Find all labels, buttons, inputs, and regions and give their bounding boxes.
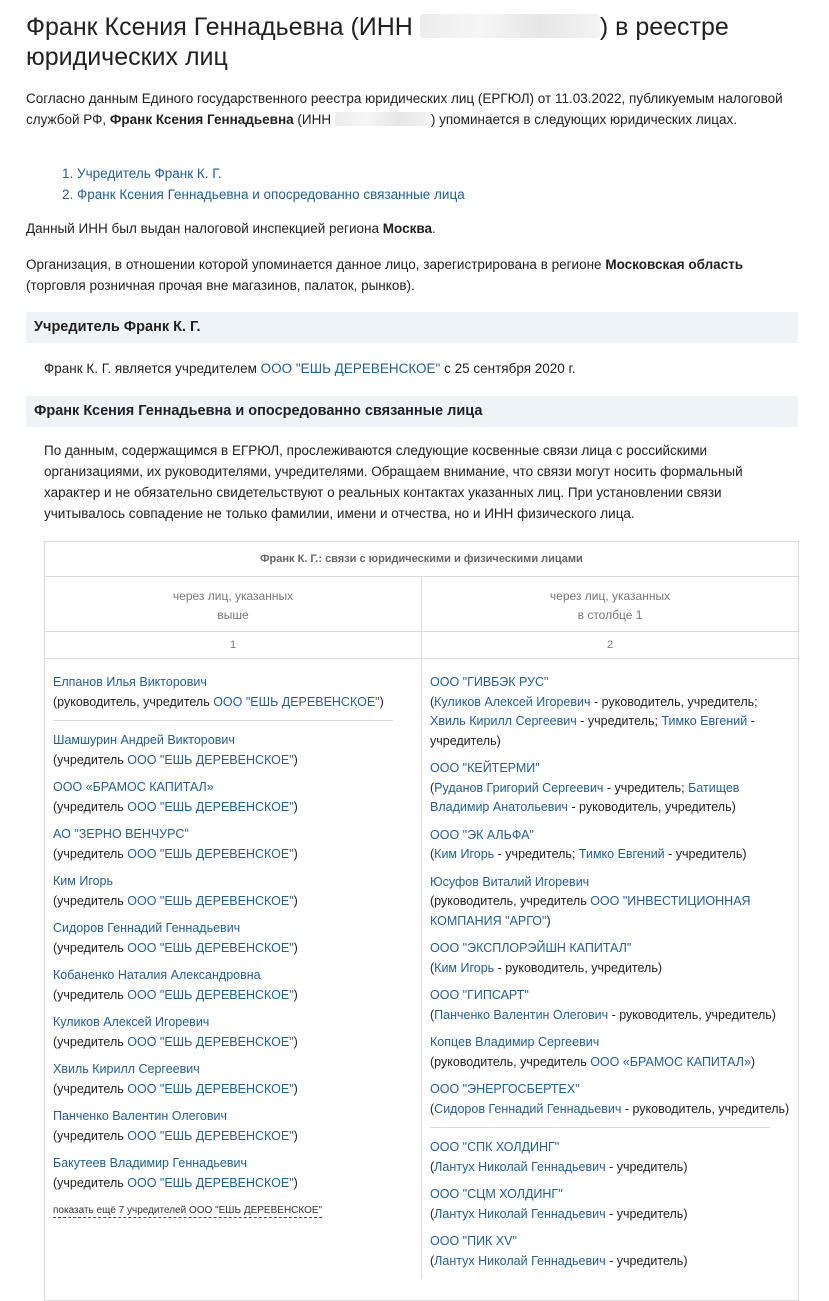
entity-link[interactable]: Копцев Владимир Сергеевич xyxy=(430,1035,600,1049)
related-link[interactable]: Панченко Валентин Олегович xyxy=(434,1007,609,1022)
region-paragraph: Данный ИНН был выдан налоговой инспекцией региона Москва. xyxy=(26,221,436,236)
list-item: Шамшурин Андрей Викторович (учредитель ООО "ЕШЬ ДЕРЕВЕНСКОЕ") xyxy=(53,733,298,767)
related-link[interactable]: Куликов Алексей Игоревич xyxy=(434,694,591,709)
col2-number: 2 xyxy=(606,639,614,651)
entity-link[interactable]: Куликов Алексей Игоревич xyxy=(53,1015,210,1029)
table-column-headers xyxy=(45,577,798,632)
toc-link-founder[interactable]: 1. Учредитель Франк К. Г. xyxy=(62,166,222,181)
company-link[interactable]: ООО "ЕШЬ ДЕРЕВЕНСКОЕ" xyxy=(260,361,441,376)
column-1 xyxy=(45,659,422,1279)
entity-link[interactable]: Хвиль Кирилл Сергеевич xyxy=(53,1062,200,1076)
founder-paragraph: Франк К. Г. является учредителем ООО "ЕШЬ ДЕРЕВЕНСКОЕ" с 25 сентября 2020 г. xyxy=(44,361,576,376)
related-link[interactable]: Лантух Николай Геннадьевич xyxy=(434,1206,606,1221)
company-link[interactable]: ООО "ЕШЬ ДЕРЕВЕНСКОЕ" xyxy=(127,1034,294,1049)
list-item: Елпанов Илья Викторович (руководитель, учредитель ООО "ЕШЬ ДЕРЕВЕНСКОЕ") xyxy=(53,675,384,709)
related-link[interactable]: Ким Игорь xyxy=(434,960,495,975)
list-item: Копцев Владимир Сергеевич (руководитель, учредитель ООО «БРАМОС КАПИТАЛ») xyxy=(430,1035,756,1069)
entity-link[interactable]: Сидоров Геннадий Геннадьевич xyxy=(53,921,241,935)
redacted-inn xyxy=(420,14,600,38)
entity-link[interactable]: Ким Игорь xyxy=(53,874,114,888)
entity-link[interactable]: ООО "СПК ХОЛДИНГ" xyxy=(430,1140,560,1154)
table-column-numbers xyxy=(45,632,798,659)
list-item: Кобаненко Наталия Александровна (учредитель ООО "ЕШЬ ДЕРЕВЕНСКОЕ") xyxy=(53,968,298,1002)
entity-link[interactable]: ООО "СЦМ ХОЛДИНГ" xyxy=(430,1187,563,1201)
column-2 xyxy=(422,659,798,1279)
section-header-founder: Учредитель Франк К. Г. xyxy=(26,312,798,343)
list-item: Панченко Валентин Олегович (учредитель ООО "ЕШЬ ДЕРЕВЕНСКОЕ") xyxy=(53,1109,298,1143)
list-item: Сидоров Геннадий Геннадьевич (учредитель ООО "ЕШЬ ДЕРЕВЕНСКОЕ") xyxy=(53,921,298,955)
entity-link[interactable]: Елпанов Илья Викторович xyxy=(53,675,207,689)
list-item: ООО «БРАМОС КАПИТАЛ» (учредитель ООО "ЕШЬ ДЕРЕВЕНСКОЕ") xyxy=(53,780,298,814)
list-item: ООО "СЦМ ХОЛДИНГ" (Лантух Николай Геннадьевич - учредитель) xyxy=(430,1187,688,1221)
related-link[interactable]: ООО «БРАМОС КАПИТАЛ» xyxy=(590,1054,751,1069)
section-header-related: Франк Ксения Геннадьевна и опосредованно связанные лица xyxy=(26,396,798,427)
col2-header: через лиц, указанных в столбце 1 xyxy=(549,589,671,622)
list-item: Хвиль Кирилл Сергеевич (учредитель ООО "ЕШЬ ДЕРЕВЕНСКОЕ") xyxy=(53,1062,298,1096)
related-link[interactable]: ООО "ИНВЕСТИЦИОННАЯ КОМПАНИЯ "АРГО" xyxy=(430,894,751,928)
company-link[interactable]: ООО "ЕШЬ ДЕРЕВЕНСКОЕ" xyxy=(213,694,380,709)
list-item: ООО "ЭКСПЛОРЭЙШН КАПИТАЛ" (Ким Игорь - руководитель, учредитель) xyxy=(430,941,663,975)
list-item: Куликов Алексей Игоревич (учредитель ООО "ЕШЬ ДЕРЕВЕНСКОЕ") xyxy=(53,1015,298,1049)
list-item: АО "ЗЕРНО ВЕНЧУРС" (учредитель ООО "ЕШЬ ДЕРЕВЕНСКОЕ") xyxy=(53,827,298,861)
entity-link[interactable]: Кобаненко Наталия Александровна xyxy=(53,968,261,982)
related-link[interactable]: Хвиль Кирилл Сергеевич xyxy=(430,714,577,728)
list-item: Бакутеев Владимир Геннадьевич (учредитель ООО "ЕШЬ ДЕРЕВЕНСКОЕ") xyxy=(53,1156,298,1190)
list-item: ООО "КЕЙТЕРМИ" (Руданов Григорий Сергеевич - учредитель; Батищев Владимир Анатольевич - руководитель, учредитель) xyxy=(430,761,740,814)
table-title: Франк К. Г.: связи с юридическими и физическими лицами xyxy=(45,542,798,577)
list-item: ООО "ГИВБЭК РУС" (Куликов Алексей Игоревич - руководитель, учредитель; Хвиль Кирилл Сергеевич - учредитель; Тимко Евгений - учредитель) xyxy=(430,675,758,748)
relations-table xyxy=(44,541,799,1301)
company-link[interactable]: ООО "ЕШЬ ДЕРЕВЕНСКОЕ" xyxy=(127,987,294,1002)
related-link[interactable]: Тимко Евгений xyxy=(578,847,665,861)
entity-link[interactable]: ООО "ГИПСАРТ" xyxy=(430,988,529,1002)
list-item: ООО "СПК ХОЛДИНГ" (Лантух Николай Геннадьевич - учредитель) xyxy=(430,1140,688,1174)
org-paragraph: Организация, в отношении которой упоминается данное лицо, зарегистрирована в регионе Московская область (торговля розничная прочая вне магазинов, палаток, рынков). xyxy=(26,257,744,293)
entity-link[interactable]: ООО "ЭК АЛЬФА" xyxy=(430,827,534,842)
entity-link[interactable]: Бакутеев Владимир Геннадьевич xyxy=(53,1156,248,1170)
list-item: ООО "ПИК XV" (Лантух Николай Геннадьевич - учредитель) xyxy=(430,1234,688,1268)
entity-link[interactable]: ООО "ЭКСПЛОРЭЙШН КАПИТАЛ" xyxy=(430,941,632,955)
table-of-contents xyxy=(62,163,465,205)
intro-paragraph: Согласно данным Единого государственного реестра юридических лиц (ЕРГЮЛ) от 11.03.2022, публикуемым налоговой службой РФ, Франк Ксения Геннадьевна (ИНН ) упоминается в следующих юридических лицах. xyxy=(26,91,783,127)
col1-number: 1 xyxy=(45,632,422,658)
related-link[interactable]: Лантух Николай Геннадьевич xyxy=(434,1253,606,1268)
entity-link[interactable]: Юсуфов Виталий Игоревич xyxy=(430,874,590,889)
list-item: ООО "ГИПСАРТ" (Панченко Валентин Олегович - руководитель, учредитель) xyxy=(430,988,776,1022)
company-link[interactable]: ООО "ЕШЬ ДЕРЕВЕНСКОЕ" xyxy=(127,1175,294,1190)
divider xyxy=(53,720,393,721)
entity-link[interactable]: Шамшурин Андрей Викторович xyxy=(53,733,235,747)
entity-link[interactable]: АО "ЗЕРНО ВЕНЧУРС" xyxy=(53,827,189,841)
company-link[interactable]: ООО "ЕШЬ ДЕРЕВЕНСКОЕ" xyxy=(127,1128,294,1143)
related-link[interactable]: Батищев Владимир Анатольевич xyxy=(430,780,740,814)
related-link[interactable]: Руданов Григорий Сергеевич xyxy=(434,780,604,795)
company-link[interactable]: ООО "ЕШЬ ДЕРЕВЕНСКОЕ" xyxy=(127,1081,294,1096)
show-more-link[interactable]: показать ещё 7 учредителей ООО "ЕШЬ ДЕРЕВЕНСКОЕ" xyxy=(53,1205,323,1216)
toc-link-related[interactable]: 2. Франк Ксения Геннадьевна и опосредованно связанные лица xyxy=(62,187,465,202)
entity-link[interactable]: ООО "ПИК XV" xyxy=(430,1234,517,1248)
list-item: Юсуфов Виталий Игоревич (руководитель, учредитель ООО "ИНВЕСТИЦИОННАЯ КОМПАНИЯ "АРГО") xyxy=(430,874,751,928)
related-link[interactable]: Сидоров Геннадий Геннадьевич xyxy=(434,1101,622,1116)
related-link[interactable]: Тимко Евгений xyxy=(661,714,748,728)
list-item: ООО "ЭК АЛЬФА" (Ким Игорь - учредитель; Тимко Евгений - учредитель) xyxy=(430,827,747,861)
related-link[interactable]: Лантух Николай Геннадьевич xyxy=(434,1159,606,1174)
related-paragraph: По данным, содержащимся в ЕГРЮЛ, прослеживаются следующие косвенные связи лица с российскими организациями, их руководителями, учредителями. Обращаем внимание, что связи могут носить формальный характер и не обязательно свидетельствуют о реальных контактах указанных лиц. При установлении связи учитывалось совпадение не только фамилии, имени и отчества, но и ИНН физического лица. xyxy=(44,443,743,521)
list-item: ООО "ЭНЕРГОСБЕРТЕХ" (Сидоров Геннадий Геннадьевич - руководитель, учредитель) xyxy=(430,1082,790,1116)
entity-link[interactable]: ООО "ЭНЕРГОСБЕРТЕХ" xyxy=(430,1082,580,1096)
company-link[interactable]: ООО "ЕШЬ ДЕРЕВЕНСКОЕ" xyxy=(127,752,294,767)
divider xyxy=(430,1127,770,1128)
list-item: Ким Игорь (учредитель ООО "ЕШЬ ДЕРЕВЕНСКОЕ") xyxy=(53,874,298,908)
page-title: Франк Ксения Геннадьевна (ИНН ) в реестре юридических лиц xyxy=(26,13,729,71)
redacted-inn-small xyxy=(335,112,431,126)
col1-header: через лиц, указанных выше xyxy=(45,577,422,631)
entity-link[interactable]: Панченко Валентин Олегович xyxy=(53,1109,227,1123)
entity-link[interactable]: ООО "ГИВБЭК РУС" xyxy=(430,675,549,689)
company-link[interactable]: ООО "ЕШЬ ДЕРЕВЕНСКОЕ" xyxy=(127,893,294,908)
company-link[interactable]: ООО "ЕШЬ ДЕРЕВЕНСКОЕ" xyxy=(127,799,294,814)
entity-link[interactable]: ООО «БРАМОС КАПИТАЛ» xyxy=(53,780,214,794)
related-link[interactable]: Ким Игорь xyxy=(434,847,495,861)
company-link[interactable]: ООО "ЕШЬ ДЕРЕВЕНСКОЕ" xyxy=(127,846,294,861)
entity-link[interactable]: ООО "КЕЙТЕРМИ" xyxy=(430,761,540,775)
company-link[interactable]: ООО "ЕШЬ ДЕРЕВЕНСКОЕ" xyxy=(127,940,294,955)
